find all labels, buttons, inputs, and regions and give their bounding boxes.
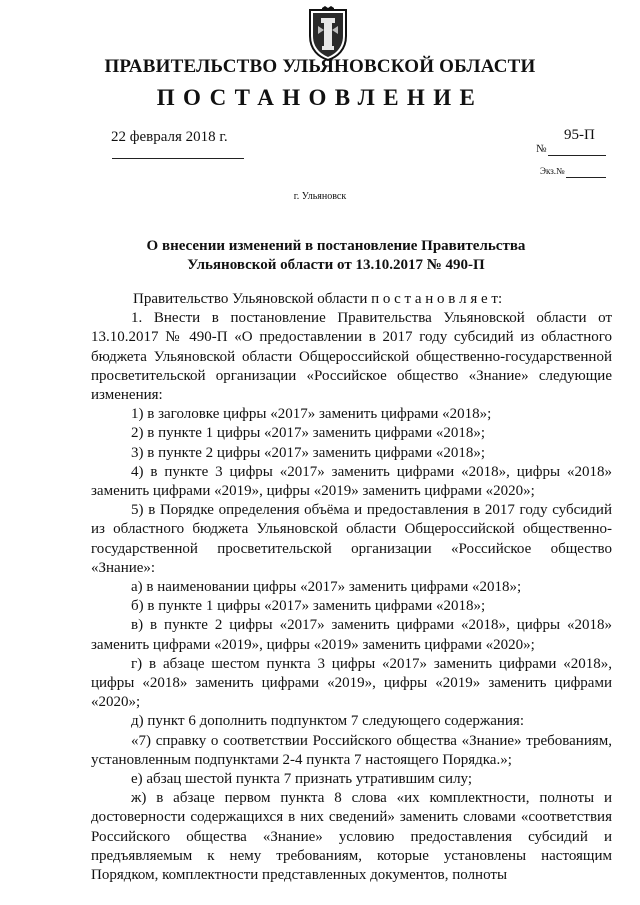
document-body: [91, 290, 612, 885]
paragraph: д) пункт 6 дополнить подпунктом 7 следующего содержания:: [131, 713, 524, 730]
document-type-title: ПОСТАНОВЛЕНИЕ: [156, 85, 484, 110]
paragraph: б) в пункте 1 цифры «2017» заменить цифрами «2018»;: [131, 598, 486, 615]
paragraph: 2) в пункте 1 цифры «2017» заменить цифрами «2018»;: [131, 425, 486, 442]
paragraph: «7) справку о соответствии Российского общества «Знание» требованиям, установленным подпунктами 2-4 пункта 7 настоящего Порядка.»;: [91, 732, 612, 768]
paragraph: 3) в пункте 2 цифры «2017» заменить цифрами «2018»;: [131, 444, 486, 461]
number-label: №: [536, 143, 547, 155]
paragraph: а) в наименовании цифры «2017» заменить цифрами «2018»;: [131, 579, 522, 596]
paragraph: 1) в заголовке цифры «2017» заменить цифрами «2018»;: [131, 406, 492, 423]
paragraph: 5) в Порядке определения объёма и предоставления в 2017 году субсидий из областного бюджета Ульяновской области Общероссийской общественно-государственной просветительской организации «Российское общество «Знание»:: [91, 502, 612, 576]
number-underline: [548, 155, 606, 156]
paragraph: ж) в абзаце первом пункта 8 слова «их комплектности, полноты и достоверности содержащихся в них сведений» заменить словами «соответствия Российского общества «Знание» условию предоставления субсидий и предъявляемым к нему требованиям, которые установлены настоящим Порядком, комплектности представленных документов, полноты: [91, 790, 612, 884]
copy-number-underline: [566, 177, 606, 178]
document-subject: О внесении изменений в постановление Правительства Ульяновской области от 13.10.2017 № 490-П: [146, 238, 526, 273]
city: г. Ульяновск: [293, 191, 347, 202]
copy-number-label: Экз.№: [540, 166, 565, 176]
government-title: ПРАВИТЕЛЬСТВО УЛЬЯНОВСКОЙ ОБЛАСТИ: [104, 56, 536, 77]
paragraph: 1. Внести в постановление Правительства Ульяновской области от 13.10.2017 № 490-П «О предоставлении в 2017 году субсидий из областного бюджета Ульяновской области Общероссийской общественно-государственной просветительской организации «Российское общество «Знание» следующие изменения:: [91, 310, 612, 404]
document-date: 22 февраля 2018 г.: [111, 129, 228, 145]
date-underline: [112, 158, 244, 159]
paragraph: е) абзац шестой пункта 7 признать утратившим силу;: [131, 771, 473, 788]
coat-of-arms-emblem: [304, 6, 352, 62]
document-number: 95-П: [564, 127, 595, 143]
preamble: Правительство Ульяновской области п о с т а н о в л я е т:: [133, 291, 503, 307]
paragraph: г) в абзаце шестом пункта 3 цифры «2017» заменить цифрами «2018», цифры «2018» заменить цифрами «2019», цифры «2019» заменить цифрами «2020»;: [91, 655, 612, 711]
paragraph: 4) в пункте 3 цифры «2017» заменить цифрами «2018», цифры «2018» заменить цифрами «2019», цифры «2019» заменить цифрами «2020»;: [91, 463, 612, 500]
paragraph: в) в пункте 2 цифры «2017» заменить цифрами «2018», цифры «2018» заменить цифрами «2019», цифры «2019» заменить цифрами «2020»;: [91, 617, 612, 653]
